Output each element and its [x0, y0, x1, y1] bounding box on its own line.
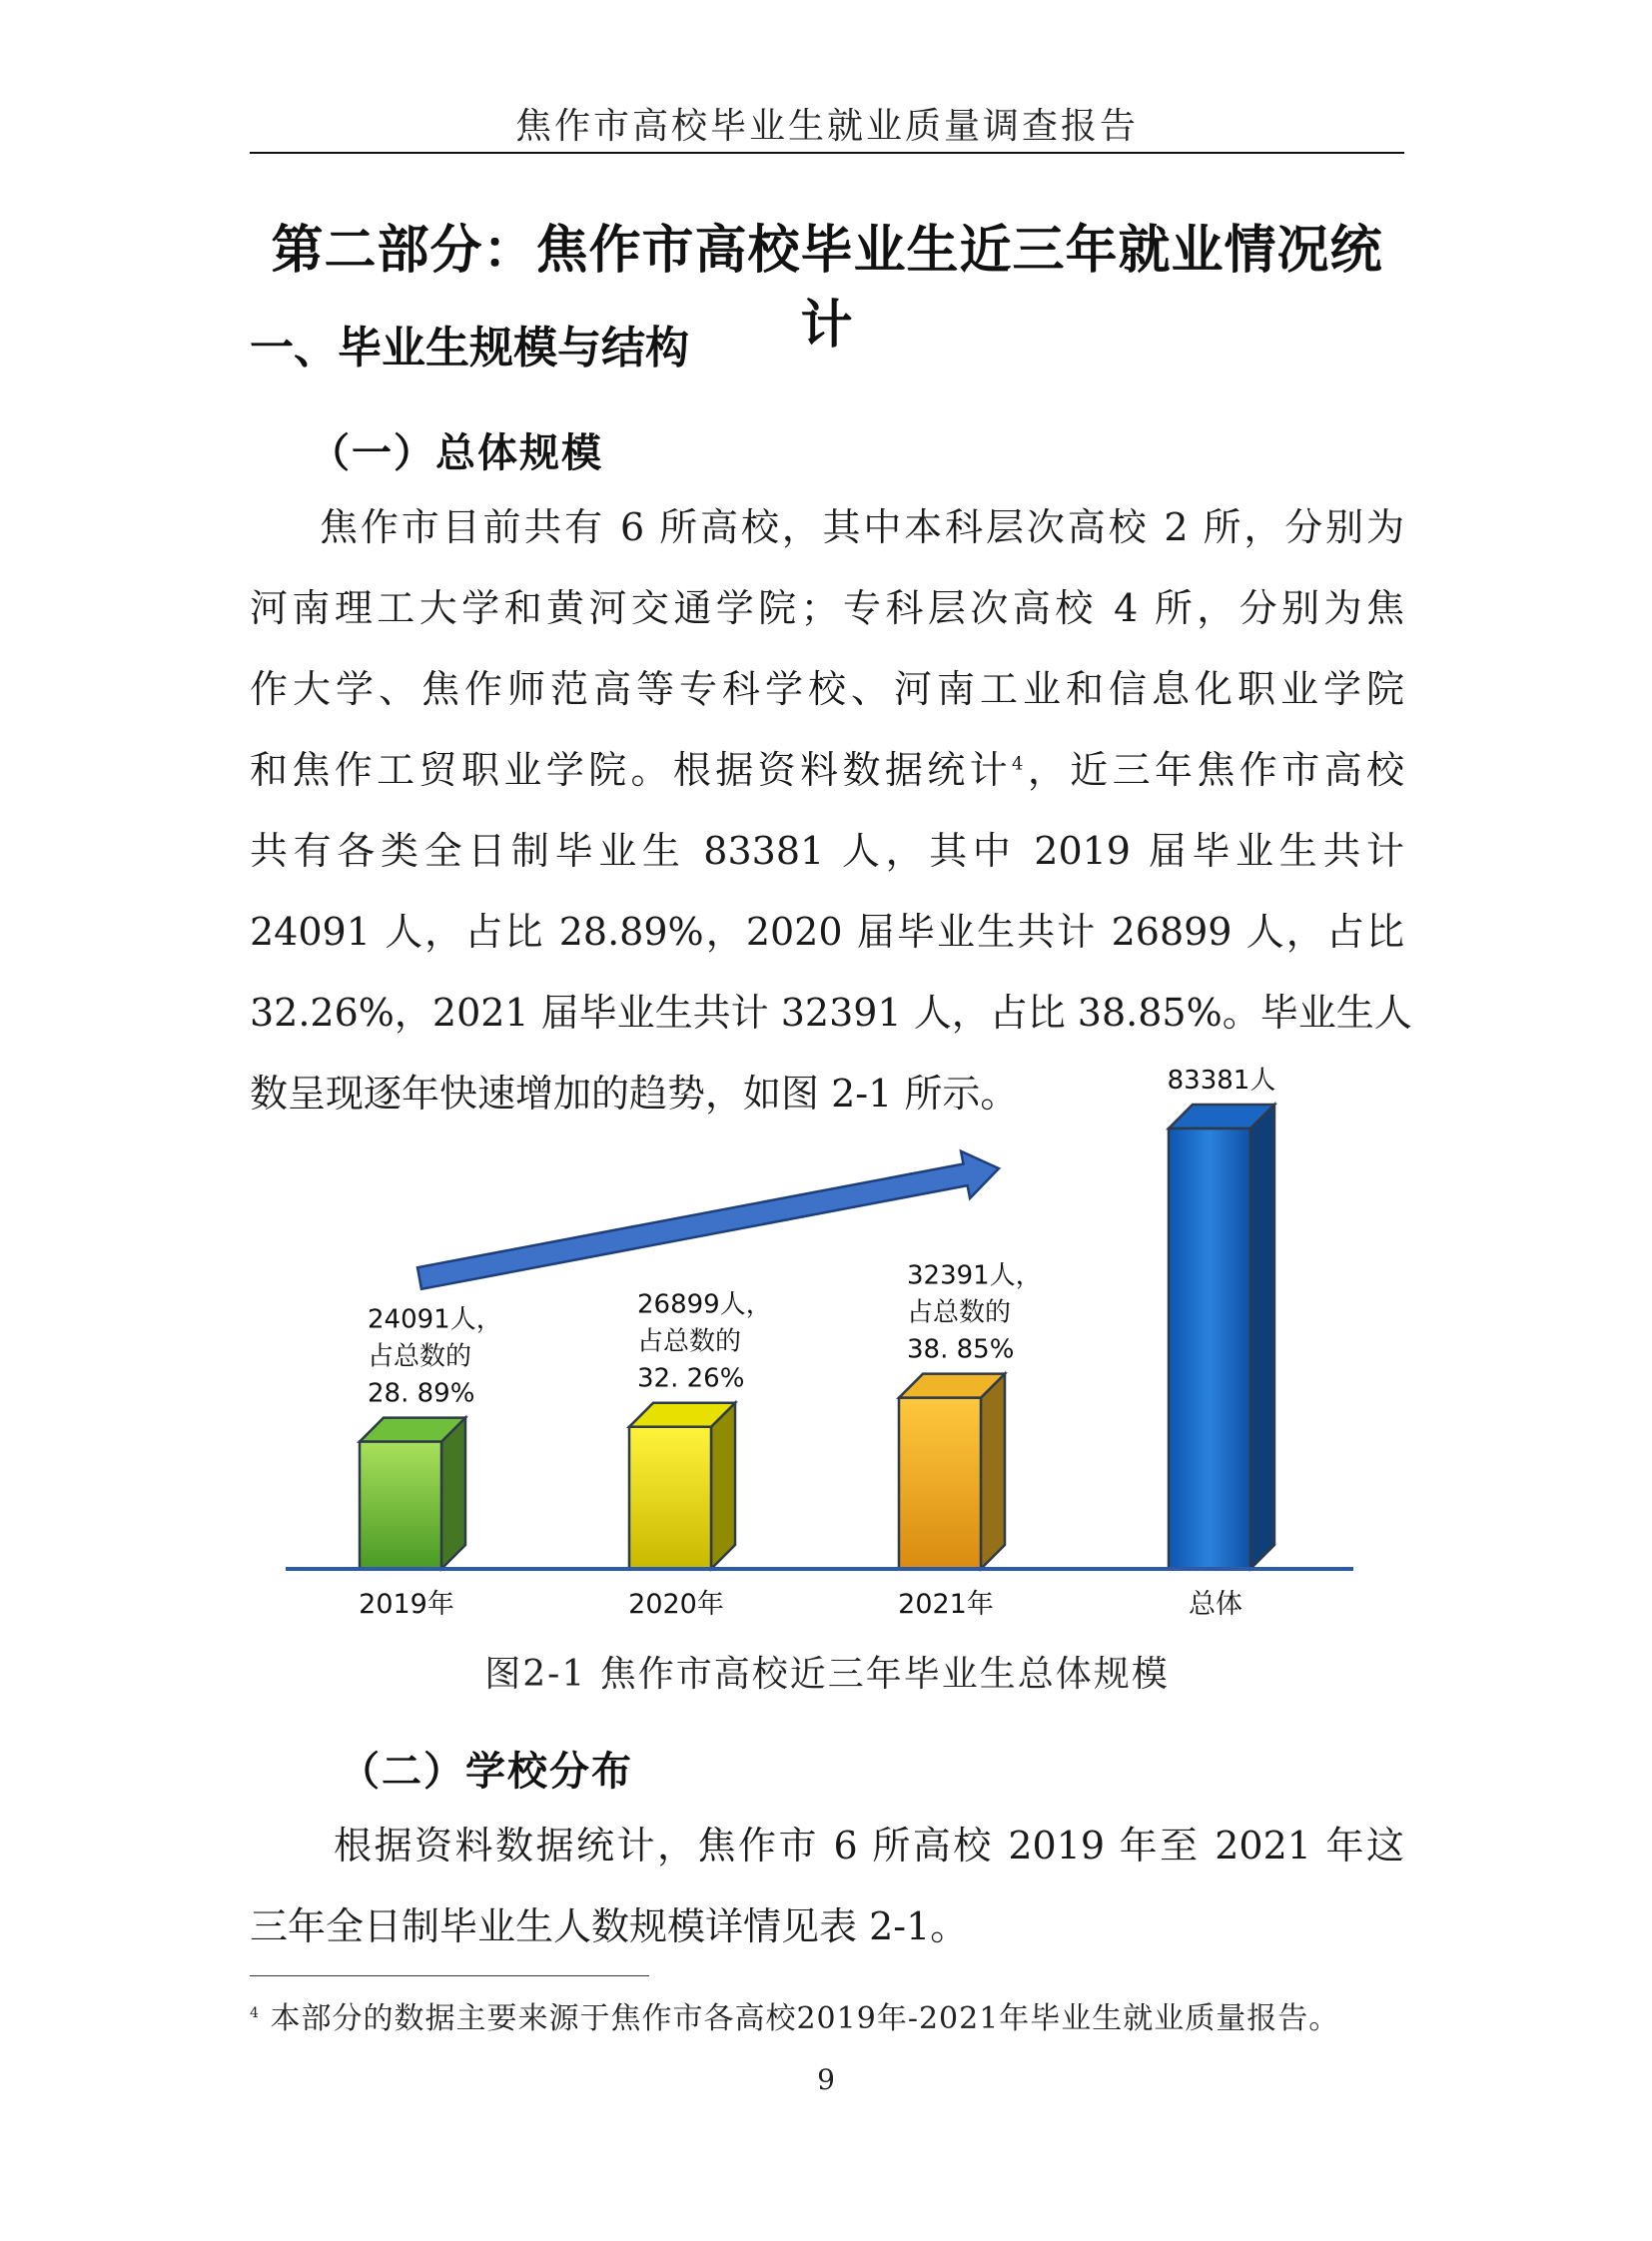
page-number: 9: [817, 2063, 835, 2096]
bar-data-label: 38. 85%: [907, 1334, 1015, 1365]
paragraph-overall-scale: [250, 487, 1412, 1134]
bar-2019年: [360, 1418, 465, 1569]
bar-chart-svg: [270, 1039, 1378, 1638]
paragraph-line: 作大学、焦作师范高等专科学校、河南工业和信息化职业学院: [250, 667, 1404, 711]
subsection-title-overall-scale: （一）总体规模: [310, 429, 603, 476]
bar-data-label: 32391人，: [907, 1260, 1042, 1291]
part-title: 第二部分：焦作市高校毕业生近三年就业情况统计: [271, 221, 1383, 356]
paragraph-line: 共有各类全日制毕业生 83381 人，其中 2019 届毕业生共计: [250, 829, 1404, 873]
bar-2020年: [629, 1403, 735, 1569]
paragraph-line: [250, 730, 1404, 811]
paragraph-text: ，近三年焦作市高校: [1023, 748, 1404, 792]
figure-caption: 图2-1 焦作市高校近三年毕业生总体规模: [484, 1654, 1170, 1695]
paragraph-line: 河南理工大学和黄河交通学院；专科层次高校 4 所，分别为焦: [250, 586, 1404, 630]
bar-data-label: 32. 26%: [637, 1363, 745, 1394]
header-rule: [250, 152, 1404, 154]
bar-2021年: [899, 1374, 1005, 1569]
x-tick-label: 2020年: [628, 1589, 724, 1620]
x-tick-label: 2019年: [359, 1589, 454, 1620]
bar-data-label: 26899人，: [637, 1289, 772, 1320]
footnote: [250, 1993, 1339, 2037]
running-header: 焦作市高校毕业生就业质量调查报告: [514, 106, 1139, 147]
bar-data-label: 28. 89%: [368, 1378, 475, 1409]
paragraph-line: 焦作市目前共有 6 所高校，其中本科层次高校 2 所，分别为: [320, 505, 1404, 549]
bar-data-label: 24091人，: [368, 1304, 502, 1335]
subsection-title-school-distribution: （二）学校分布: [340, 1748, 633, 1795]
footnote-mark: 4: [250, 2005, 260, 2021]
footnote-rule: [250, 1975, 649, 1976]
bar-data-label: 83381人: [1167, 1066, 1276, 1096]
x-tick-label: 总体: [1189, 1589, 1242, 1620]
bar-data-label: 占总数的: [907, 1297, 1012, 1328]
bar-data-label: 占总数的: [368, 1341, 472, 1372]
paragraph-line: 32.26%，2021 届毕业生共计 32391 人，占比 38.85%。毕业生人: [250, 991, 1412, 1035]
paragraph-line: 根据资料数据统计，焦作市 6 所高校 2019 年至 2021 年这: [334, 1824, 1404, 1868]
bar-chart: [270, 1039, 1378, 1638]
section-title: 一、毕业生规模与结构: [250, 323, 689, 374]
paragraph-line: 三年全日制毕业生人数规模详情见表 2-1。: [250, 1904, 969, 1948]
bar-data-label: 占总数的: [637, 1326, 742, 1357]
paragraph-line: 24091 人，占比 28.89%，2020 届毕业生共计 26899 人，占比: [250, 910, 1404, 954]
footnote-text: 本部分的数据主要来源于焦作市各高校2019年-2021年毕业生就业质量报告。: [270, 2001, 1340, 2036]
footnote-reference: 4: [1012, 753, 1024, 775]
x-tick-label: 2021年: [898, 1589, 994, 1620]
paragraph-line: 数呈现逐年快速增加的趋势，如图 2-1 所示。: [250, 1072, 1019, 1116]
paragraph-text: 和焦作工贸职业学院。根据资料数据统计: [250, 748, 1013, 792]
bar-总体: [1169, 1105, 1274, 1569]
paragraph-school-distribution: [250, 1806, 1404, 1967]
